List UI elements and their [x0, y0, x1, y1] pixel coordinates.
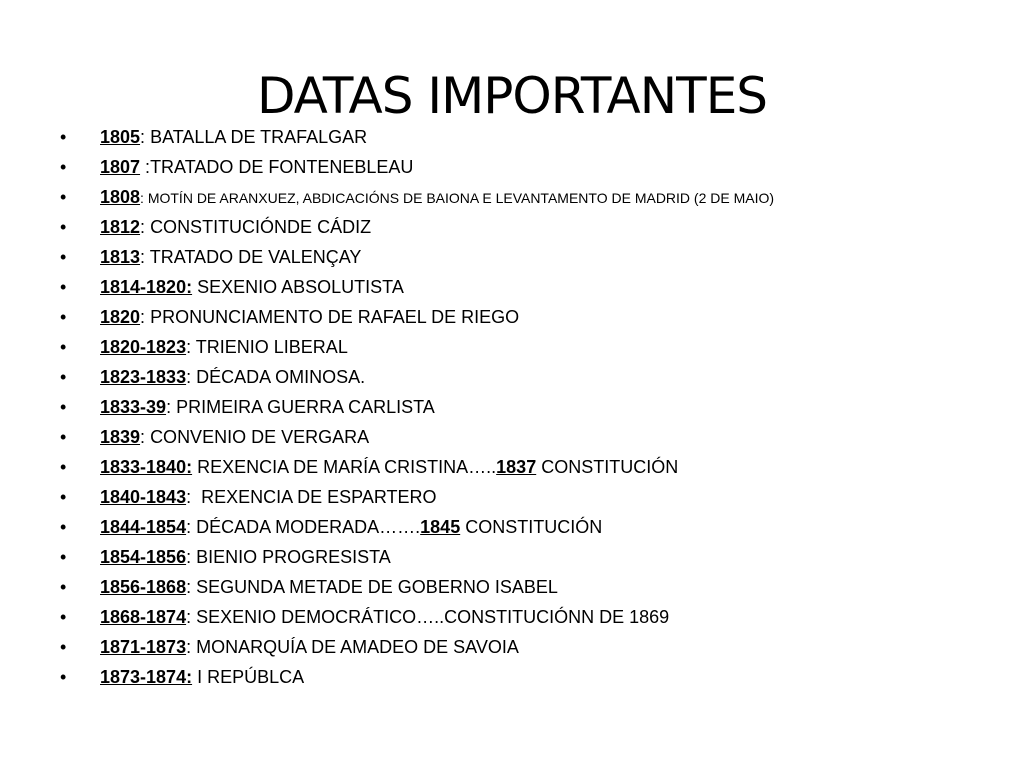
timeline-separator: : — [186, 637, 197, 657]
timeline-date: 1840-1843 — [100, 487, 187, 507]
timeline-event: PRIMEIRA GUERRA CARLISTA — [176, 397, 435, 417]
timeline-event: MONARQUÍA DE AMADEO DE SAVOIA — [196, 637, 519, 657]
timeline-separator: : — [186, 367, 197, 387]
bullet-icon: • — [60, 667, 67, 687]
timeline-date: 1844-1854 — [100, 517, 187, 537]
timeline-date: 1812 — [100, 217, 141, 237]
timeline-item — [60, 182, 990, 212]
bullet-icon: • — [60, 517, 67, 537]
timeline-date: 1833-1840: — [100, 457, 193, 477]
timeline-date: 1805 — [100, 127, 141, 147]
timeline-date: 1833-39 — [100, 397, 167, 417]
timeline-item — [60, 332, 990, 362]
bullet-icon: • — [60, 157, 67, 177]
timeline-item — [60, 572, 990, 602]
timeline-item — [60, 362, 990, 392]
timeline-separator: : — [186, 337, 196, 357]
timeline-event: SEXENIO DEMOCRÁTICO…..CONSTITUCIÓNN DE 1869 — [196, 607, 670, 627]
timeline-item — [60, 602, 990, 632]
timeline-separator: : — [166, 397, 177, 417]
timeline-item — [60, 422, 990, 452]
timeline-event: PRONUNCIAMENTO DE RAFAEL DE RIEGO — [150, 307, 520, 327]
timeline-item — [60, 392, 990, 422]
timeline-item — [60, 212, 990, 242]
bullet-icon: • — [60, 367, 67, 387]
timeline-date: 1807 — [100, 157, 141, 177]
bullet-icon: • — [60, 607, 67, 627]
timeline-event: DÉCADA MODERADA……. — [196, 517, 421, 537]
timeline-date: 1854-1856 — [100, 547, 187, 567]
timeline-date: 1814-1820: — [100, 277, 193, 297]
bullet-icon: • — [60, 487, 67, 507]
timeline-date-secondary: 1837 — [496, 457, 537, 477]
timeline-date: 1856-1868 — [100, 577, 187, 597]
timeline-item — [60, 482, 990, 512]
timeline-date: 1871-1873 — [100, 637, 187, 657]
timeline-separator: : — [186, 517, 197, 537]
timeline-item — [60, 122, 990, 152]
timeline-date-secondary: 1845 — [420, 517, 461, 537]
timeline-event: TRATADO DE FONTENEBLEAU — [150, 157, 414, 177]
timeline-event-secondary: CONSTITUCIÓN — [536, 457, 679, 477]
timeline-item — [60, 542, 990, 572]
timeline-separator: : — [140, 127, 151, 147]
timeline-separator: : — [186, 547, 197, 567]
timeline-event: CONVENIO DE VERGARA — [150, 427, 370, 447]
timeline-item — [60, 512, 990, 542]
timeline-date: 1820 — [100, 307, 141, 327]
bullet-icon: • — [60, 337, 67, 357]
timeline-separator: : — [140, 247, 150, 267]
bullet-icon: • — [60, 427, 67, 447]
timeline-list — [60, 122, 990, 692]
timeline-date: 1823-1833 — [100, 367, 187, 387]
bullet-icon: • — [60, 457, 67, 477]
timeline-separator: : — [186, 487, 202, 507]
timeline-event: REXENCIA DE MARÍA CRISTINA….. — [197, 457, 497, 477]
timeline-event: SEGUNDA METADE DE GOBERNO ISABEL — [196, 577, 558, 597]
timeline-event: TRATADO DE VALENÇAY — [149, 247, 362, 267]
timeline-item — [60, 662, 990, 692]
bullet-icon: • — [60, 307, 67, 327]
bullet-icon: • — [60, 217, 67, 237]
timeline-event: MOTÍN DE ARANXUEZ, ABDICACIÓNS DE BAIONA E LEVANTAMENTO DE MADRID (2 DE MAIO) — [147, 190, 775, 206]
timeline-item — [60, 272, 990, 302]
timeline-date: 1808 — [100, 187, 141, 207]
bullet-icon: • — [60, 187, 67, 207]
bullet-icon: • — [60, 397, 67, 417]
timeline-item — [60, 452, 990, 482]
timeline-separator: : — [186, 577, 197, 597]
bullet-icon: • — [60, 127, 67, 147]
timeline-separator: : — [140, 427, 151, 447]
timeline-item — [60, 242, 990, 272]
timeline-event: I REPÚBLCA — [197, 667, 305, 687]
timeline-separator: : — [140, 157, 151, 177]
timeline-separator: : — [186, 607, 197, 627]
bullet-icon: • — [60, 277, 67, 297]
timeline-event: CONSTITUCIÓNDE CÁDIZ — [150, 217, 372, 237]
page-title: DATAS IMPORTANTES — [256, 66, 768, 125]
bullet-icon: • — [60, 547, 67, 567]
timeline-date: 1868-1874 — [100, 607, 187, 627]
timeline-date: 1873-1874: — [100, 667, 193, 687]
timeline-separator: : — [140, 217, 151, 237]
timeline-separator: : — [140, 190, 148, 206]
timeline-event: BIENIO PROGRESISTA — [196, 547, 391, 567]
timeline-separator: : — [140, 307, 151, 327]
bullet-icon: • — [60, 577, 67, 597]
timeline-item — [60, 632, 990, 662]
timeline-event: DÉCADA OMINOSA. — [196, 367, 366, 387]
bullet-icon: • — [60, 247, 67, 267]
bullet-icon: • — [60, 637, 67, 657]
timeline-event-secondary: CONSTITUCIÓN — [460, 517, 603, 537]
timeline-date: 1839 — [100, 427, 141, 447]
timeline-event: TRIENIO LIBERAL — [195, 337, 348, 357]
timeline-item — [60, 152, 990, 182]
timeline-item — [60, 302, 990, 332]
timeline-date: 1820-1823 — [100, 337, 187, 357]
timeline-event: BATALLA DE TRAFALGAR — [150, 127, 368, 147]
timeline-event: REXENCIA DE ESPARTERO — [201, 487, 437, 507]
timeline-event: SEXENIO ABSOLUTISTA — [197, 277, 404, 297]
timeline-date: 1813 — [100, 247, 141, 267]
